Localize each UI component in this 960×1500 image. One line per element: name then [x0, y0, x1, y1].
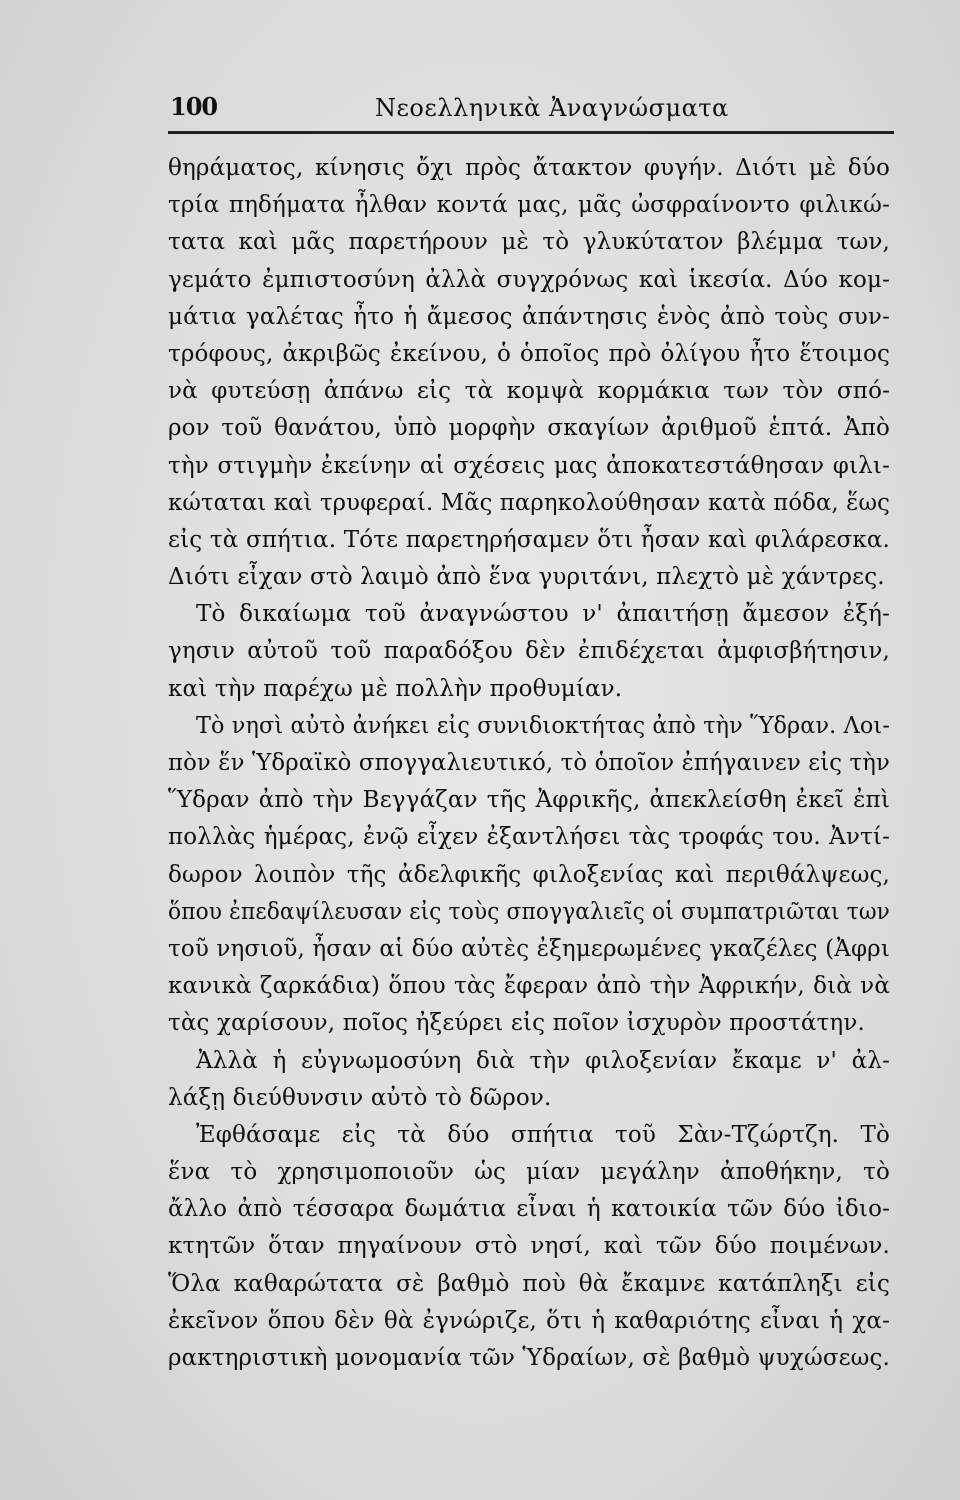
text-line: μάτια γαλέτας ἦτο ἡ ἄμεσος ἀπάντησις ἑνὸς ἀπὸ τοὺς συν-	[168, 303, 890, 330]
text-line: νὰ φυτεύσῃ ἀπάνω εἰς τὰ κομψὰ κορμάκια των τὸν σπό-	[168, 378, 890, 405]
text-line: Ἀλλὰ ἡ εὐγνωμοσύνη διὰ τὴν φιλοξενίαν ἔκαμε ν' ἀλ-	[196, 1047, 890, 1074]
text-line: Ἐφθάσαμε εἰς τὰ δύο σπήτια τοῦ Σὰν-Τζώρτζη. Τὸ	[196, 1121, 890, 1148]
text-line: τρόφους, ἀκριβῶς ἐκείνου, ὁ ὁποῖος πρὸ ὀλίγου ἦτο ἕτοιμος	[168, 340, 890, 367]
body-text	[168, 150, 908, 1377]
text-line: γησιν αὐτοῦ τοῦ παραδόξου δὲν ἐπιδέχεται ἀμφισβήτησιν,	[168, 638, 890, 665]
text-line: ἄλλο ἀπὸ τέσσαρα δωμάτια εἶναι ἡ κατοικία τῶν δύο ἰδιο-	[168, 1196, 890, 1223]
text-line: εἰς τὰ σπήτια. Τότε παρετηρήσαμεν ὅτι ἦσαν καὶ φιλάρεσκα.	[168, 526, 890, 553]
text-line: Διότι εἶχαν στὸ λαιμὸ ἀπὸ ἕνα γυριτάνι, πλεχτὸ μὲ χάντρες.	[168, 564, 885, 591]
text-line: Ὅλα καθαρώτατα σὲ βαθμὸ ποὺ θὰ ἔκαμνε κατάπληξι εἰς	[168, 1270, 890, 1297]
text-line: Τὸ δικαίωμα τοῦ ἀναγνώστου ν' ἀπαιτήσῃ ἄμεσον ἐξή-	[196, 601, 890, 628]
text-line: πολλὰς ἡμέρας, ἐνῷ εἶχεν ἐξαντλήσει τὰς τροφάς του. Ἀντί-	[168, 824, 890, 851]
page-header	[170, 86, 892, 126]
page-number: 100	[170, 92, 218, 121]
text-line: τρία πηδήματα ἦλθαν κοντά μας, μᾶς ὠσφραίνοντο φιλικώ-	[168, 192, 890, 219]
text-line: Τὸ νησὶ αὐτὸ ἀνήκει εἰς συνιδιοκτήτας ἀπὸ τὴν Ὕδραν. Λοι-	[196, 712, 890, 739]
header-rule	[168, 131, 894, 134]
text-line: γεμάτο ἐμπιστοσύνη ἀλλὰ συγχρόνως καὶ ἱκεσία. Δύο κομ-	[168, 266, 890, 293]
text-line: κώταται καὶ τρυφεραί. Μᾶς παρηκολούθησαν κατὰ πόδα, ἕως	[168, 489, 890, 516]
text-line: πὸν ἕν Ὑδραϊκὸ σπογγαλιευτικό, τὸ ὁποῖον ἐπήγαινεν εἰς τὴν	[168, 750, 890, 776]
text-line: λάξῃ διεύθυνσιν αὐτὸ τὸ δῶρον.	[168, 1084, 552, 1111]
text-line: ρακτηριστικὴ μονομανία τῶν Ὑδραίων, σὲ βαθμὸ ψυχώσεως.	[168, 1345, 890, 1371]
text-line: θηράματος, κίνησις ὄχι πρὸς ἄτακτον φυγήν. Διότι μὲ δύο	[168, 155, 890, 181]
text-line: ἕνα τὸ χρησιμοποιοῦν ὡς μίαν μεγάλην ἀποθήκην, τὸ	[168, 1159, 890, 1186]
text-line: τοῦ νησιοῦ, ἦσαν αἱ δύο αὐτὲς ἐξημερωμένες γκαζέλες (Ἀφρι	[168, 935, 890, 962]
text-line: καὶ τὴν παρέχω μὲ πολλὴν προθυμίαν.	[168, 675, 623, 702]
text-line: ρον τοῦ θανάτου, ὑπὸ μορφὴν σκαγίων ἀριθμοῦ ἑπτά. Ἀπὸ	[168, 415, 890, 442]
text-line: δωρον λοιπὸν τῆς ἀδελφικῆς φιλοξενίας καὶ περιθάλψεως,	[168, 861, 890, 888]
text-line: κτητῶν ὅταν πηγαίνουν στὸ νησί, καὶ τῶν δύο ποιμένων.	[168, 1233, 890, 1260]
text-line: τὴν στιγμὴν ἐκείνην αἱ σχέσεις μας ἀποκατεστάθησαν φιλι-	[168, 452, 890, 479]
running-title: Νεοελληνικὰ Ἀναγνώσματα	[375, 94, 729, 122]
text-line: τὰς χαρίσουν, ποῖος ἠξεύρει εἰς ποῖον ἰσχυρὸν προστάτην.	[168, 1010, 865, 1037]
text-line: Ὕδραν ἀπὸ τὴν Βεγγάζαν τῆς Ἀφρικῆς, ἀπεκλείσθη ἐκεῖ ἐπὶ	[168, 787, 890, 814]
text-line: κανικὰ ζαρκάδια) ὅπου τὰς ἔφεραν ἀπὸ τὴν Ἀφρικήν, διὰ νὰ	[168, 973, 890, 1000]
text-line: τατα καὶ μᾶς παρετήρουν μὲ τὸ γλυκύτατον βλέμμα των,	[168, 229, 890, 256]
text-line: ὅπου ἐπεδαψίλευσαν εἰς τοὺς σπογγαλιεῖς οἱ συμπατριῶται των	[168, 898, 890, 925]
text-line: ἐκεῖνον ὅπου δὲν θὰ ἐγνώριζε, ὅτι ἡ καθαριότης εἶναι ἡ χα-	[168, 1307, 890, 1334]
